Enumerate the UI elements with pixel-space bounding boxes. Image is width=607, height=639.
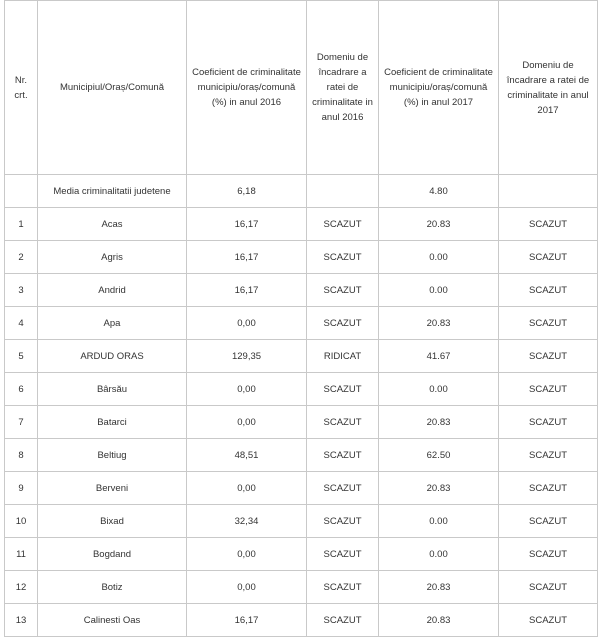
row-coef-2017: 20.83: [379, 604, 499, 637]
row-coef-2016: 32,34: [187, 505, 307, 538]
row-range-2016: SCAZUT: [307, 439, 379, 472]
table-row: [5, 571, 598, 604]
row-range-2017: SCAZUT: [499, 439, 598, 472]
row-coef-2016: 0,00: [187, 307, 307, 340]
row-coef-2017: 20.83: [379, 307, 499, 340]
table-row: [5, 307, 598, 340]
average-row: [5, 175, 598, 208]
table-row: [5, 406, 598, 439]
row-locality: Agris: [38, 241, 187, 274]
row-coef-2017: 20.83: [379, 208, 499, 241]
row-coef-2016: 16,17: [187, 241, 307, 274]
row-nr: 6: [5, 373, 38, 406]
row-coef-2017: 41.67: [379, 340, 499, 373]
row-range-2017: SCAZUT: [499, 208, 598, 241]
row-coef-2016: 0,00: [187, 472, 307, 505]
table-row: [5, 439, 598, 472]
row-range-2016: SCAZUT: [307, 373, 379, 406]
header-coef-2017: Coeficient de criminalitate municipiu/oraș/comună (%) in anul 2017: [379, 1, 499, 175]
row-range-2016: SCAZUT: [307, 241, 379, 274]
row-locality: Batarci: [38, 406, 187, 439]
row-range-2016: SCAZUT: [307, 406, 379, 439]
row-locality: Apa: [38, 307, 187, 340]
row-locality: Beltiug: [38, 439, 187, 472]
row-range-2016: SCAZUT: [307, 274, 379, 307]
header-nr: Nr. crt.: [5, 1, 38, 175]
table-row: [5, 604, 598, 637]
row-locality: Bixad: [38, 505, 187, 538]
row-range-2017: SCAZUT: [499, 406, 598, 439]
average-range-2017: [499, 175, 598, 208]
table-row: [5, 241, 598, 274]
average-coef-2016: 6,18: [187, 175, 307, 208]
row-locality: Calinesti Oas: [38, 604, 187, 637]
row-locality: ARDUD ORAS: [38, 340, 187, 373]
table-row: [5, 373, 598, 406]
row-nr: 8: [5, 439, 38, 472]
average-nr: [5, 175, 38, 208]
row-locality: Andrid: [38, 274, 187, 307]
header-range-2017: Domeniu de încadrare a ratei de criminalitate in anul 2017: [499, 1, 598, 175]
row-coef-2017: 0.00: [379, 373, 499, 406]
row-nr: 4: [5, 307, 38, 340]
row-coef-2016: 0,00: [187, 538, 307, 571]
row-coef-2017: 20.83: [379, 406, 499, 439]
row-range-2016: SCAZUT: [307, 505, 379, 538]
row-coef-2016: 48,51: [187, 439, 307, 472]
row-range-2016: SCAZUT: [307, 472, 379, 505]
row-coef-2016: 16,17: [187, 274, 307, 307]
average-coef-2017: 4.80: [379, 175, 499, 208]
row-coef-2016: 0,00: [187, 406, 307, 439]
row-range-2016: SCAZUT: [307, 604, 379, 637]
row-nr: 9: [5, 472, 38, 505]
row-coef-2016: 129,35: [187, 340, 307, 373]
header-range-2016: Domeniu de încadrare a ratei de criminalitate in anul 2016: [307, 1, 379, 175]
row-range-2017: SCAZUT: [499, 571, 598, 604]
row-nr: 5: [5, 340, 38, 373]
row-range-2017: SCAZUT: [499, 241, 598, 274]
table-row: [5, 340, 598, 373]
crime-rate-table: [4, 0, 598, 637]
table-row: [5, 505, 598, 538]
row-coef-2017: 0.00: [379, 505, 499, 538]
row-nr: 10: [5, 505, 38, 538]
row-locality: Bogdand: [38, 538, 187, 571]
row-range-2017: SCAZUT: [499, 505, 598, 538]
row-range-2017: SCAZUT: [499, 604, 598, 637]
row-range-2017: SCAZUT: [499, 472, 598, 505]
table-row: [5, 538, 598, 571]
row-coef-2017: 0.00: [379, 241, 499, 274]
row-coef-2016: 16,17: [187, 208, 307, 241]
row-coef-2017: 20.83: [379, 472, 499, 505]
row-range-2016: RIDICAT: [307, 340, 379, 373]
header-row: [5, 1, 598, 175]
row-nr: 7: [5, 406, 38, 439]
row-range-2017: SCAZUT: [499, 538, 598, 571]
row-coef-2016: 16,17: [187, 604, 307, 637]
row-range-2016: SCAZUT: [307, 538, 379, 571]
row-locality: Botiz: [38, 571, 187, 604]
row-coef-2017: 62.50: [379, 439, 499, 472]
row-coef-2016: 0,00: [187, 373, 307, 406]
row-range-2017: SCAZUT: [499, 340, 598, 373]
row-nr: 12: [5, 571, 38, 604]
row-coef-2017: 20.83: [379, 571, 499, 604]
row-nr: 3: [5, 274, 38, 307]
row-range-2016: SCAZUT: [307, 571, 379, 604]
row-locality: Bârsău: [38, 373, 187, 406]
row-nr: 1: [5, 208, 38, 241]
header-locality: Municipiul/Oraș/Comună: [38, 1, 187, 175]
row-range-2016: SCAZUT: [307, 307, 379, 340]
row-range-2017: SCAZUT: [499, 307, 598, 340]
row-coef-2016: 0,00: [187, 571, 307, 604]
row-range-2016: SCAZUT: [307, 208, 379, 241]
table-row: [5, 274, 598, 307]
row-locality: Acas: [38, 208, 187, 241]
table-row: [5, 208, 598, 241]
average-range-2016: [307, 175, 379, 208]
row-locality: Berveni: [38, 472, 187, 505]
row-nr: 2: [5, 241, 38, 274]
row-nr: 13: [5, 604, 38, 637]
header-coef-2016: Coeficient de criminalitate municipiu/oraș/comună (%) in anul 2016: [187, 1, 307, 175]
row-range-2017: SCAZUT: [499, 274, 598, 307]
row-range-2017: SCAZUT: [499, 373, 598, 406]
average-label: Media criminalitatii judetene: [38, 175, 187, 208]
table-row: [5, 472, 598, 505]
row-coef-2017: 0.00: [379, 538, 499, 571]
row-nr: 11: [5, 538, 38, 571]
row-coef-2017: 0.00: [379, 274, 499, 307]
